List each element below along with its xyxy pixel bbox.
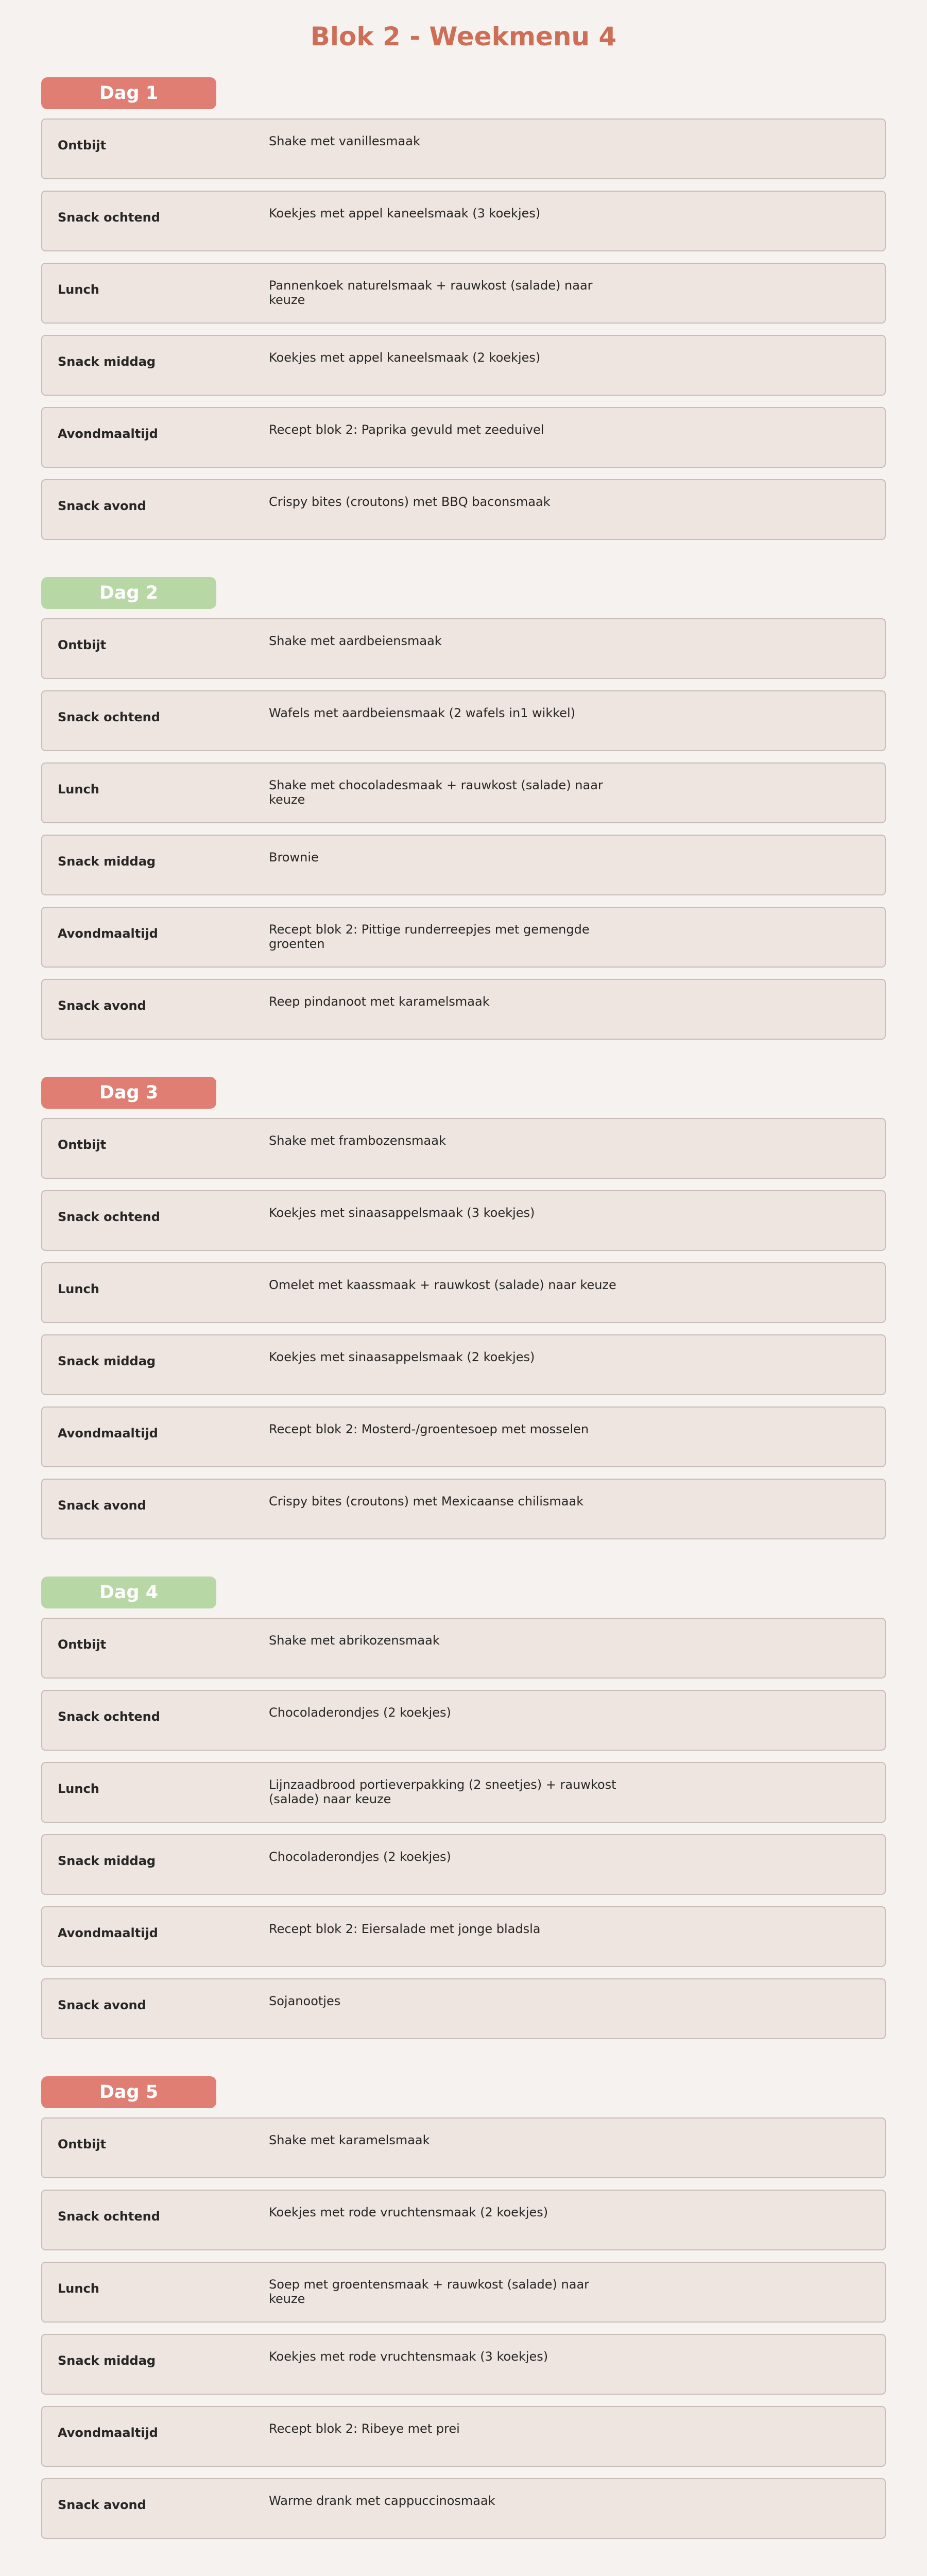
meal-name: Avondmaaltijd <box>58 1926 158 1940</box>
meal-name: Snack avond <box>58 2498 146 2512</box>
page-title: Blok 2 - Weekmenu 4 <box>310 22 617 52</box>
meal-card <box>41 1618 886 1679</box>
meal-description: Shake met chocoladesmaak + rauwkost (salade) naar keuze <box>269 778 603 807</box>
day-label-badge: Dag 4 <box>41 1577 216 1608</box>
meal-card <box>41 1834 886 1895</box>
meal-description: Koekjes met appel kaneelsmaak (3 koekjes) <box>269 206 541 221</box>
meal-description: Chocoladerondjes (2 koekjes) <box>269 1705 451 1720</box>
meal-card <box>41 263 886 324</box>
meal-description: Warme drank met cappuccinosmaak <box>269 2494 495 2508</box>
meal-description: Koekjes met rode vruchtensmaak (2 koekjes) <box>269 2205 548 2219</box>
day-label-badge: Dag 2 <box>41 577 216 609</box>
meal-name: Snack ochtend <box>58 710 160 724</box>
meal-description: Sojanootjes <box>269 1994 341 2008</box>
meal-card <box>41 1479 886 1539</box>
meal-name: Lunch <box>58 1782 99 1796</box>
meal-card <box>41 2406 886 2467</box>
meal-description: Shake met vanillesmaak <box>269 134 420 148</box>
meal-card <box>41 335 886 396</box>
meal-name: Snack ochtend <box>58 210 160 225</box>
meal-description: Recept blok 2: Ribeye met prei <box>269 2421 460 2436</box>
meal-name: Snack avond <box>58 1998 146 2012</box>
day-label-badge: Dag 1 <box>41 77 216 109</box>
meal-description: Recept blok 2: Mosterd-/groentesoep met mosselen <box>269 1422 589 1436</box>
meal-card <box>41 907 886 968</box>
meal-card <box>41 2478 886 2539</box>
meal-card <box>41 1262 886 1323</box>
meal-description: Shake met aardbeiensmaak <box>269 634 442 648</box>
meal-description: Shake met abrikozensmaak <box>269 1633 440 1648</box>
meal-name: Avondmaaltijd <box>58 2426 158 2440</box>
day-section <box>41 2076 886 2576</box>
meal-card <box>41 1334 886 1395</box>
meal-name: Snack avond <box>58 499 146 513</box>
meal-description: Pannenkoek naturelsmaak + rauwkost (salade) naar keuze <box>269 278 593 307</box>
meal-description: Crispy bites (croutons) met BBQ baconsmaak <box>269 495 551 509</box>
day-section <box>41 1077 886 1577</box>
day-label-badge: Dag 3 <box>41 1077 216 1109</box>
meal-description: Shake met karamelsmaak <box>269 2133 430 2147</box>
meal-description: Omelet met kaassmaak + rauwkost (salade) naar keuze <box>269 1278 616 1292</box>
meal-card <box>41 118 886 179</box>
meal-description: Recept blok 2: Eiersalade met jonge bladsla <box>269 1922 541 1936</box>
meal-description: Crispy bites (croutons) met Mexicaanse chilismaak <box>269 1494 584 1509</box>
meal-card <box>41 1978 886 2039</box>
meal-name: Lunch <box>58 1282 99 1296</box>
meal-description: Koekjes met sinaasappelsmaak (2 koekjes) <box>269 1350 535 1364</box>
meal-name: Snack middag <box>58 1354 156 1368</box>
meal-name: Ontbijt <box>58 638 107 652</box>
day-section <box>41 1577 886 2076</box>
meal-description: Lijnzaadbrood portieverpakking (2 sneetjes) + rauwkost (salade) naar keuze <box>269 1777 616 1806</box>
meal-name: Snack middag <box>58 354 156 369</box>
meal-name: Snack avond <box>58 1498 146 1513</box>
meal-card <box>41 1690 886 1751</box>
meal-name: Snack middag <box>58 2353 156 2368</box>
meal-card <box>41 1406 886 1467</box>
weekmenu-content <box>41 77 886 2576</box>
meal-card <box>41 835 886 895</box>
meal-name: Avondmaaltijd <box>58 1426 158 1440</box>
meal-name: Snack middag <box>58 854 156 869</box>
meal-card <box>41 1906 886 1967</box>
meal-card <box>41 1190 886 1251</box>
meal-description: Reep pindanoot met karamelsmaak <box>269 994 490 1009</box>
meal-card <box>41 762 886 823</box>
meal-name: Snack avond <box>58 998 146 1013</box>
meal-description: Recept blok 2: Paprika gevuld met zeeduivel <box>269 422 544 437</box>
meal-description: Recept blok 2: Pittige runderreepjes met gemengde groenten <box>269 922 590 951</box>
meal-description: Brownie <box>269 850 319 865</box>
meal-name: Ontbijt <box>58 1637 107 1652</box>
day-section <box>41 577 886 1077</box>
meal-card <box>41 2117 886 2178</box>
meal-name: Snack middag <box>58 1854 156 1868</box>
meal-card <box>41 618 886 679</box>
meal-name: Snack ochtend <box>58 1210 160 1224</box>
day-section <box>41 77 886 577</box>
meal-card <box>41 407 886 468</box>
meal-name: Snack ochtend <box>58 1709 160 1724</box>
meal-description: Shake met frambozensmaak <box>269 1133 446 1148</box>
meal-name: Snack ochtend <box>58 2209 160 2224</box>
meal-card <box>41 2334 886 2395</box>
meal-description: Wafels met aardbeiensmaak (2 wafels in1 wikkel) <box>269 706 576 720</box>
meal-card <box>41 1118 886 1179</box>
meal-name: Lunch <box>58 2281 99 2296</box>
meal-description: Chocoladerondjes (2 koekjes) <box>269 1850 451 1864</box>
meal-name: Avondmaaltijd <box>58 427 158 441</box>
meal-description: Koekjes met sinaasappelsmaak (3 koekjes) <box>269 1206 535 1220</box>
meal-card <box>41 2262 886 2323</box>
meal-name: Lunch <box>58 782 99 796</box>
meal-card <box>41 191 886 251</box>
meal-card <box>41 479 886 540</box>
meal-card <box>41 1762 886 1823</box>
meal-name: Avondmaaltijd <box>58 926 158 941</box>
meal-card <box>41 979 886 1040</box>
meal-name: Ontbijt <box>58 2137 107 2151</box>
meal-name: Ontbijt <box>58 1138 107 1152</box>
meal-name: Ontbijt <box>58 138 107 152</box>
meal-description: Soep met groentensmaak + rauwkost (salade) naar keuze <box>269 2277 590 2306</box>
meal-description: Koekjes met appel kaneelsmaak (2 koekjes) <box>269 350 541 365</box>
meal-card <box>41 2190 886 2250</box>
day-label-badge: Dag 5 <box>41 2076 216 2108</box>
meal-name: Lunch <box>58 282 99 297</box>
meal-card <box>41 690 886 751</box>
meal-description: Koekjes met rode vruchtensmaak (3 koekjes) <box>269 2349 548 2364</box>
